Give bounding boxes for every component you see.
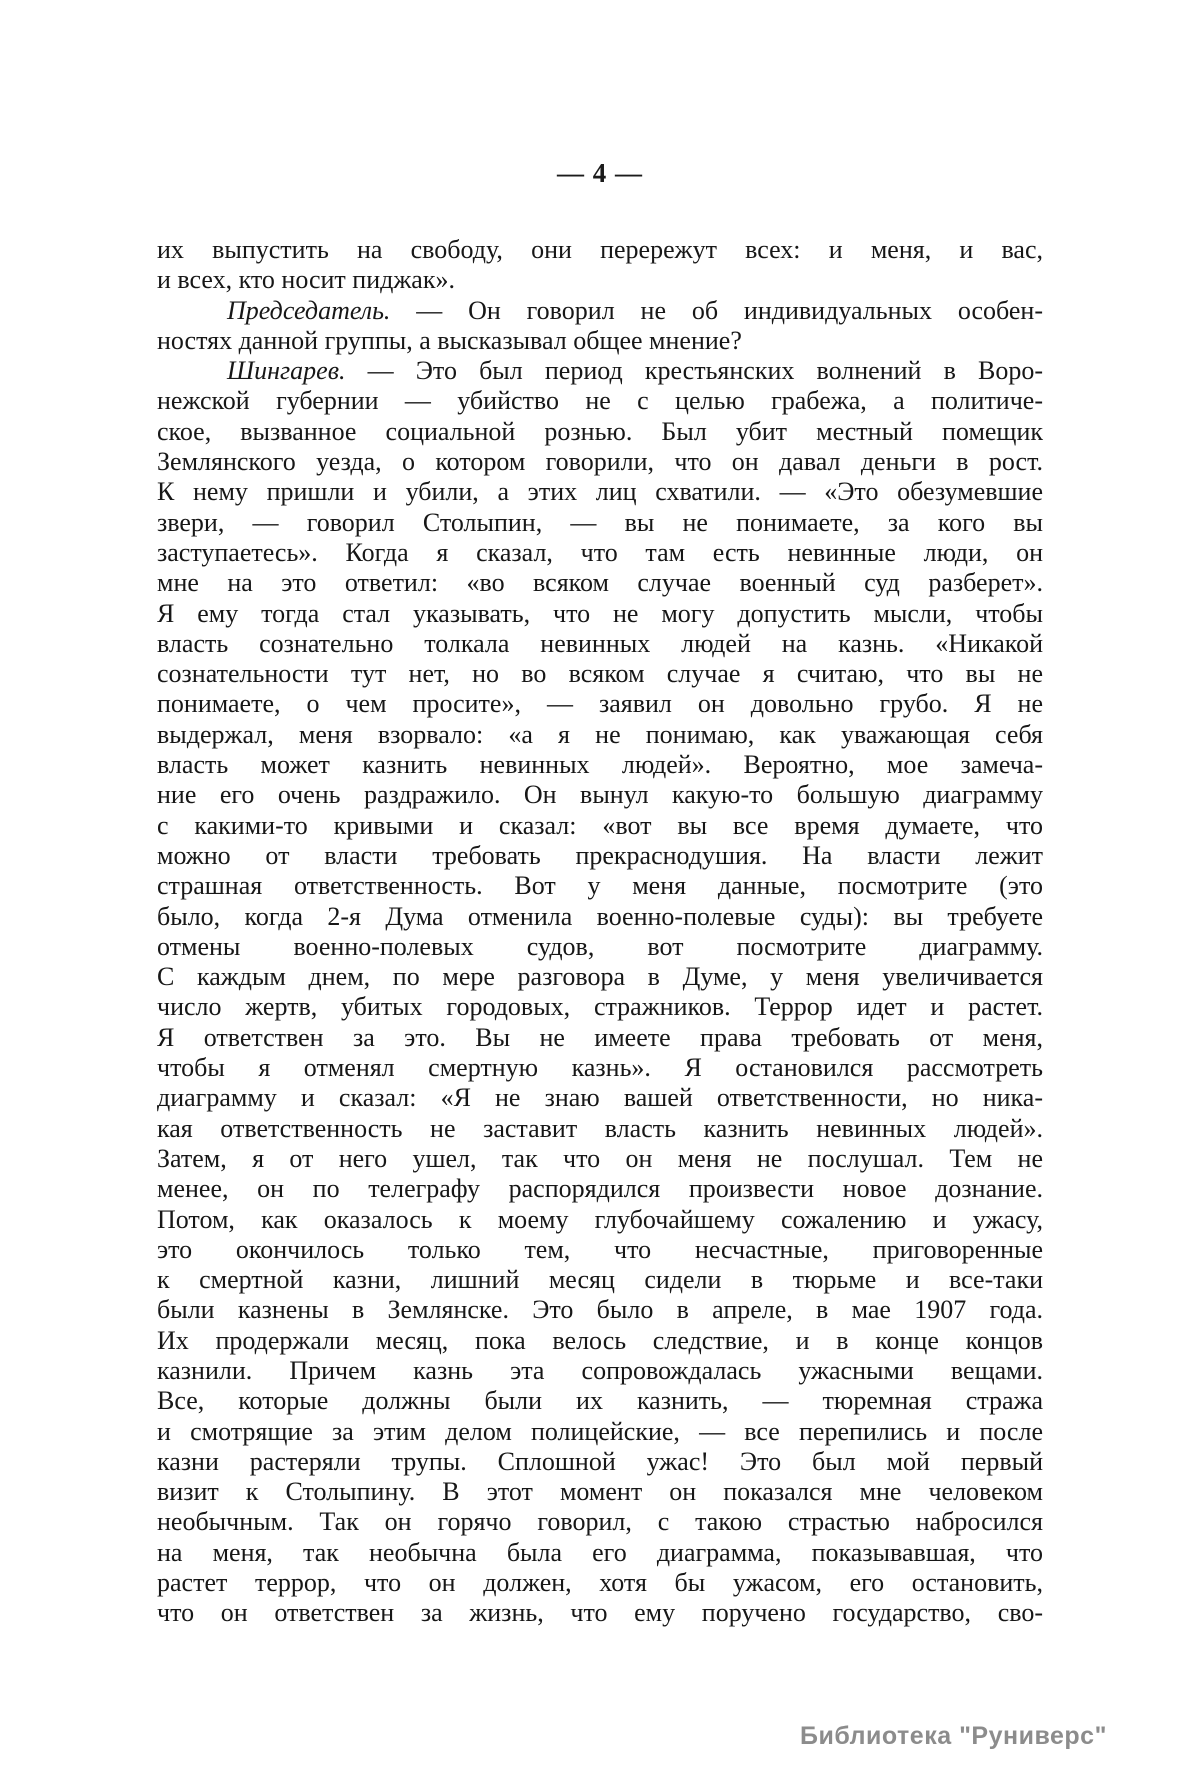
text-line: Я ответствен за это. Вы не имеете права требовать от меня, (157, 1022, 1043, 1052)
text-line: мне на это ответил: «во всяком случае военный суд разберет». (157, 568, 1043, 598)
text-line: кая ответственность не заставит власть казнить невинных людей». (157, 1113, 1043, 1143)
library-watermark: Библиотека "Руниверс" (800, 1722, 1107, 1750)
text-line: заступаетесь». Когда я сказал, что там есть невинные люди, он (157, 537, 1043, 567)
text-line: это окончилось только тем, что несчастные, приговоренные (157, 1234, 1043, 1264)
text-line: Их продержали месяц, пока велось следствие, и в конце концов (157, 1325, 1043, 1355)
speaker-name: Председатель. (227, 295, 391, 325)
text-line: ностях данной группы, а высказывал общее мнение? (157, 325, 742, 355)
text-line: власть может казнить невинных людей». Вероятно, мое замеча- (157, 750, 1043, 780)
text-line: Шингарев. — Это был период крестьянских волнений в Воро- (227, 356, 1043, 386)
text-line: было, когда 2-я Дума отменила военно-полевые суды): вы требуете (157, 901, 1043, 931)
text-line: Председатель. — Он говорил не об индивидуальных особен- (227, 295, 1043, 325)
text-line: Все, которые должны были их казнить, — тюремная стража (157, 1386, 1043, 1416)
text-line: ское, вызванное социальной рознью. Был убит местный помещик (157, 416, 1043, 446)
text-line: ние его очень раздражило. Он вынул какую-то большую диаграмму (157, 780, 1043, 810)
text-line: отмены военно-полевых судов, вот посмотрите диаграмму. (157, 931, 1043, 961)
text-line: Я ему тогда стал указывать, что не могу допустить мысли, чтобы (157, 598, 1043, 628)
text-line: сознательности тут нет, но во всяком случае я считаю, что вы не (157, 659, 1043, 689)
text-line: необычным. Так он горячо говорил, с такою страстью набросился (157, 1507, 1043, 1537)
text-line: визит к Столыпину. В этот момент он показался мне человеком (157, 1477, 1043, 1507)
text-line: власть сознательно толкала невинных людей на казнь. «Никакой (157, 628, 1043, 658)
text-line: с какими-то кривыми и сказал: «вот вы все время думаете, что (157, 810, 1043, 840)
text-line: чтобы я отменял смертную казнь». Я остановился рассмотреть (157, 1053, 1043, 1083)
page-text (157, 235, 1043, 1629)
text-line: С каждым днем, по мере разговора в Думе, у меня увеличивается (157, 962, 1043, 992)
text-line: к смертной казни, лишний месяц сидели в тюрьме и все-таки (157, 1265, 1043, 1295)
text-line: были казнены в Землянске. Это было в апреле, в мае 1907 года. (157, 1295, 1043, 1325)
text-line: звери, — говорил Столыпин, — вы не понимаете, за кого вы (157, 507, 1043, 537)
text-line: и всех, кто носит пиджак». (157, 265, 455, 295)
text-line: менее, он по телеграфу распорядился произвести новое дознание. (157, 1174, 1043, 1204)
text-line: нежской губернии — убийство не с целью грабежа, а политиче- (157, 386, 1043, 416)
text-line: Потом, как оказалось к моему глубочайшему сожалению и ужасу, (157, 1204, 1043, 1234)
text-line: растет террор, что он должен, хотя бы ужасом, его остановить, (157, 1568, 1043, 1598)
speaker-name: Шингарев. (227, 356, 346, 386)
text-line: их выпустить на свободу, они перережут всех: и меня, и вас, (157, 235, 1043, 264)
text-line: казнили. Причем казнь эта сопровождалась ужасными вещами. (157, 1355, 1043, 1385)
text-line: число жертв, убитых городовых, стражников. Террор идет и растет. (157, 992, 1043, 1022)
page-number: — 4 — (557, 158, 643, 188)
text-line: что он ответствен за жизнь, что ему поручено государство, сво- (157, 1598, 1043, 1628)
text-line: выдержал, меня взорвало: «а я не понимаю, как уважающая себя (157, 719, 1043, 749)
text-line: страшная ответственность. Вот у меня данные, посмотрите (это (157, 871, 1043, 901)
text-line: К нему пришли и убили, а этих лиц схватили. — «Это обезумевшие (157, 477, 1043, 507)
text-line: казни растеряли трупы. Сплошной ужас! Это был мой первый (157, 1446, 1043, 1476)
text-line: Затем, я от него ушел, так что он меня не послушал. Тем не (157, 1143, 1043, 1173)
text-line: понимаете, о чем просите», — заявил он довольно грубо. Я не (157, 689, 1043, 719)
text-line: на меня, так необычна была его диаграмма, показывавшая, что (157, 1537, 1043, 1567)
text-line: можно от власти требовать прекраснодушия. На власти лежит (157, 840, 1043, 870)
text-line: и смотрящие за этим делом полицейские, — все перепились и после (157, 1416, 1043, 1446)
text-line: Землянского уезда, о котором говорили, что он давал деньги в рост. (157, 447, 1043, 477)
text-line: диаграмму и сказал: «Я не знаю вашей ответственности, но ника- (157, 1083, 1043, 1113)
